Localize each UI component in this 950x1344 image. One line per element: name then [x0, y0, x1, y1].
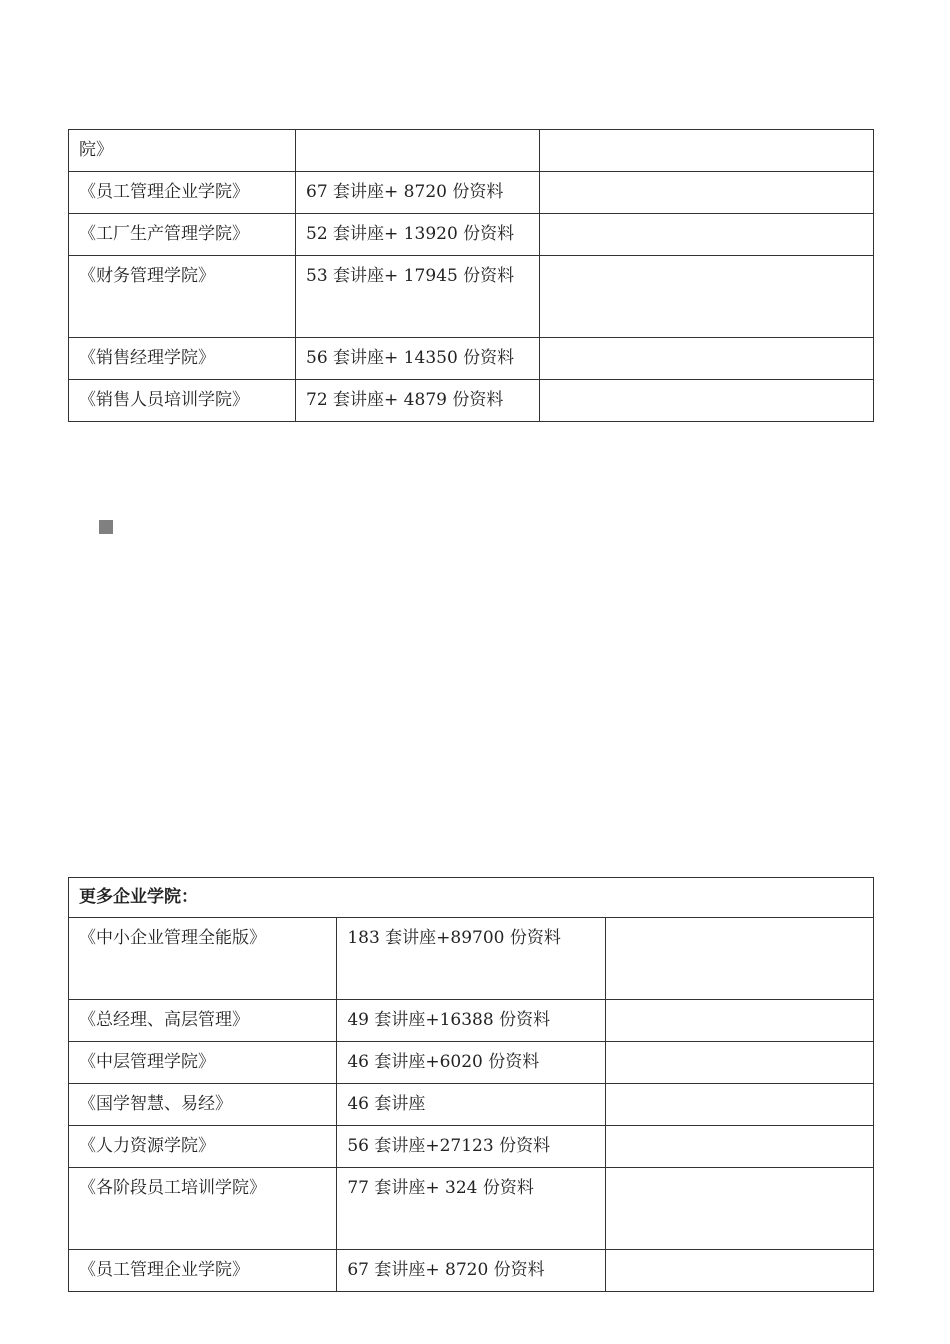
course-count-cell: 46 套讲座+6020 份资料: [337, 1042, 605, 1084]
course-count-cell: 183 套讲座+89700 份资料: [337, 918, 605, 1000]
table-row: [69, 918, 874, 1000]
empty-cell: [605, 1168, 873, 1250]
empty-cell: [605, 918, 873, 1000]
table-row: [69, 1126, 874, 1168]
table-row: [69, 380, 874, 422]
empty-cell: [605, 1084, 873, 1126]
empty-cell: [605, 1042, 873, 1084]
course-name-cell: 《总经理、高层管理》: [69, 1000, 337, 1042]
course-name-cell: 《销售经理学院》: [69, 338, 296, 380]
table-header: 更多企业学院：: [69, 878, 874, 918]
course-name-cell: 《员工管理企业学院》: [69, 1250, 337, 1292]
empty-cell: [605, 1000, 873, 1042]
course-name-cell: 《人力资源学院》: [69, 1126, 337, 1168]
table-row: [69, 1084, 874, 1126]
course-name-cell: 院》: [69, 130, 296, 172]
table-row: [69, 338, 874, 380]
empty-cell: [605, 1126, 873, 1168]
empty-cell: [540, 380, 874, 422]
course-name-cell: 《各阶段员工培训学院》: [69, 1168, 337, 1250]
table-row: [69, 1168, 874, 1250]
empty-cell: [540, 214, 874, 256]
course-table-more: [68, 877, 874, 1292]
empty-cell: [540, 130, 874, 172]
table-row: [69, 256, 874, 338]
empty-cell: [540, 256, 874, 338]
course-count-cell: 52 套讲座+ 13920 份资料: [296, 214, 540, 256]
course-count-cell: 67 套讲座+ 8720 份资料: [296, 172, 540, 214]
course-count-cell: 72 套讲座+ 4879 份资料: [296, 380, 540, 422]
table-header-row: [69, 878, 874, 918]
empty-cell: [605, 1250, 873, 1292]
table-row: [69, 130, 874, 172]
table-row: [69, 1000, 874, 1042]
course-count-cell: 56 套讲座+27123 份资料: [337, 1126, 605, 1168]
table-row: [69, 1042, 874, 1084]
course-count-cell: 77 套讲座+ 324 份资料: [337, 1168, 605, 1250]
course-name-cell: 《员工管理企业学院》: [69, 172, 296, 214]
course-count-cell: 53 套讲座+ 17945 份资料: [296, 256, 540, 338]
table-row: [69, 172, 874, 214]
course-count-cell: 56 套讲座+ 14350 份资料: [296, 338, 540, 380]
table-row: [69, 1250, 874, 1292]
course-name-cell: 《中层管理学院》: [69, 1042, 337, 1084]
empty-cell: [540, 338, 874, 380]
empty-cell: [540, 172, 874, 214]
course-count-cell: 67 套讲座+ 8720 份资料: [337, 1250, 605, 1292]
square-bullet-icon: [99, 520, 113, 534]
course-name-cell: 《财务管理学院》: [69, 256, 296, 338]
course-name-cell: 《销售人员培训学院》: [69, 380, 296, 422]
table-row: [69, 214, 874, 256]
course-name-cell: 《国学智慧、易经》: [69, 1084, 337, 1126]
course-count-cell: [296, 130, 540, 172]
course-name-cell: 《中小企业管理全能版》: [69, 918, 337, 1000]
course-count-cell: 46 套讲座: [337, 1084, 605, 1126]
course-count-cell: 49 套讲座+16388 份资料: [337, 1000, 605, 1042]
course-table-top: [68, 129, 874, 422]
course-name-cell: 《工厂生产管理学院》: [69, 214, 296, 256]
